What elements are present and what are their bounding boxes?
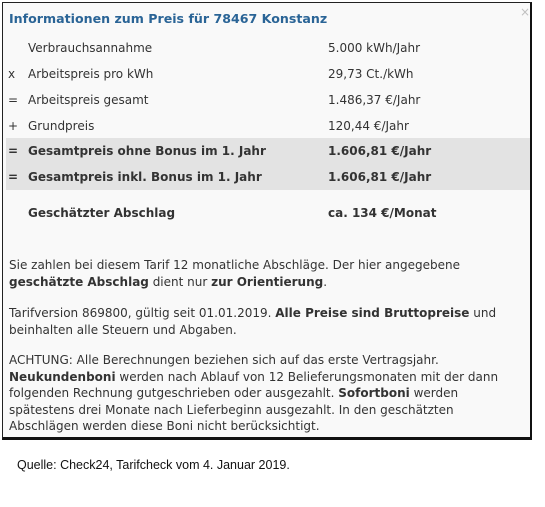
row-label: Geschätzter Abschlag: [28, 206, 176, 220]
row-operator: =: [8, 170, 19, 184]
bonus-warning-note: ACHTUNG: Alle Berechnungen beziehen sich auf das erste Vertragsjahr. Neukundenboni werden nach Ablauf von 12 Belieferungsmonaten mit der dann folgenden Rechnung gutgeschrieben oder ausgezahlt. Sofortboni werden spätestens drei Monate nach Lieferbeginn ausgezahlt. In den geschätzten Abschlägen werden diese Boni nicht berücksichtigt.: [9, 353, 499, 433]
close-icon[interactable]: ×: [520, 5, 531, 19]
row-value: 120,44 €/Jahr: [328, 119, 409, 133]
row-total-without-bonus: [6, 138, 530, 164]
row-value: 29,73 Ct./kWh: [328, 67, 414, 81]
row-energy-total: [3, 87, 529, 113]
row-value: 5.000 kWh/Jahr: [328, 41, 421, 55]
source-caption: Quelle: Check24, Tarifcheck vom 4. Januar 2019.: [17, 458, 290, 472]
row-label: Verbrauchsannahme: [28, 41, 153, 55]
row-label: Arbeitspreis pro kWh: [28, 67, 154, 81]
row-label: Gesamtpreis inkl. Bonus im 1. Jahr: [28, 170, 262, 184]
row-operator: =: [8, 93, 19, 107]
row-base-price: [3, 113, 529, 139]
installment-note: Sie zahlen bei diesem Tarif 12 monatliche Abschläge. Der hier angegebene geschätzte Abschlag dient nur zur Orientierung.: [9, 258, 461, 289]
row-value: ca. 134 €/Monat: [328, 206, 437, 220]
tariff-version-note: Tarifversion 869800, gültig seit 01.01.2019. Alle Preise sind Bruttopreise und beinhalten alle Steuern und Abgaben.: [9, 306, 497, 337]
row-label: Arbeitspreis gesamt: [28, 93, 149, 107]
row-label: Grundpreis: [28, 119, 95, 133]
row-energy-price: [3, 61, 529, 87]
row-operator: +: [8, 119, 19, 133]
row-value: 1.606,81 €/Jahr: [328, 144, 432, 158]
row-total-with-bonus: [6, 164, 530, 190]
row-consumption: [3, 35, 529, 61]
panel-title: Informationen zum Preis für 78467 Konstanz: [9, 11, 328, 26]
price-info-panel: [2, 2, 532, 440]
row-operator: =: [8, 144, 19, 158]
row-operator: x: [8, 67, 16, 81]
row-label: Gesamtpreis ohne Bonus im 1. Jahr: [28, 144, 266, 158]
row-estimated-installment: [3, 200, 529, 226]
row-value: 1.606,81 €/Jahr: [328, 170, 432, 184]
row-value: 1.486,37 €/Jahr: [328, 93, 421, 107]
